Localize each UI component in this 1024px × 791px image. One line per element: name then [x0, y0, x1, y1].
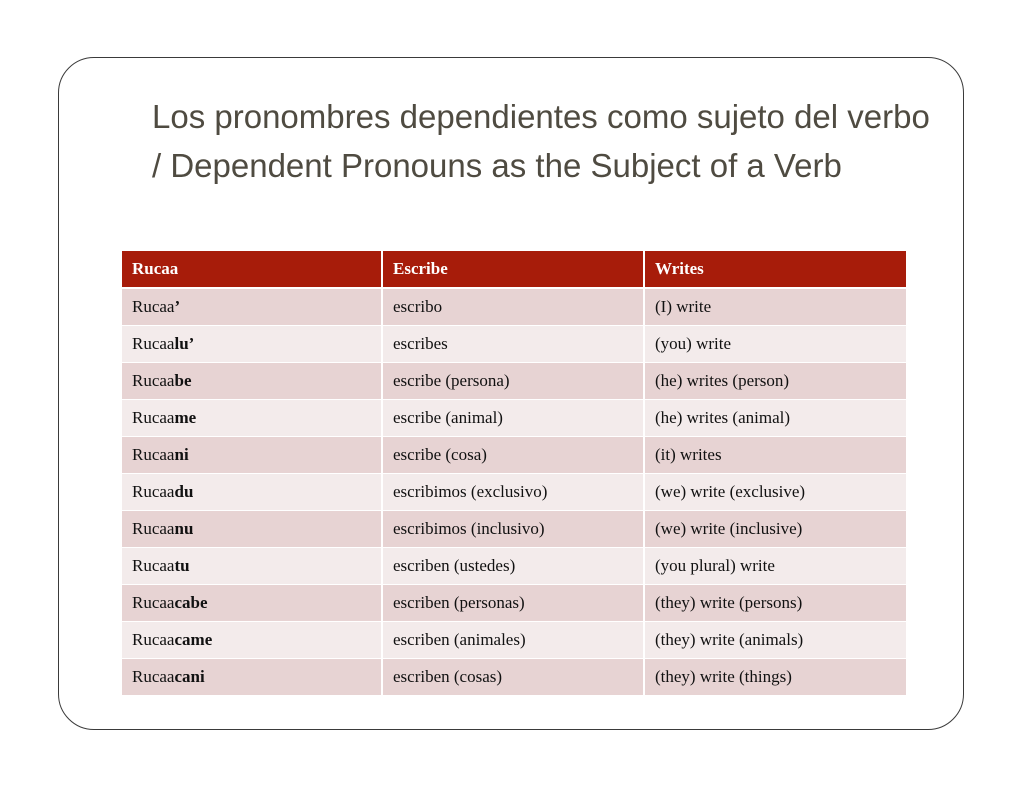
zapotec-form-cell: [122, 289, 383, 326]
verb-stem: Rucaa: [132, 630, 175, 649]
zapotec-form-cell: [122, 474, 383, 511]
english-cell: (he) writes (animal): [645, 400, 906, 437]
spanish-cell: escribe (persona): [383, 363, 645, 400]
verb-stem: Rucaa: [132, 297, 175, 316]
english-cell: (they) write (persons): [645, 585, 906, 622]
english-cell: (you) write: [645, 326, 906, 363]
pronoun-suffix: ’: [174, 297, 181, 316]
english-cell: (it) writes: [645, 437, 906, 474]
english-cell: (they) write (animals): [645, 622, 906, 659]
pronoun-suffix: ni: [174, 445, 189, 464]
table-header-row: [122, 251, 906, 289]
verb-stem: Rucaa: [132, 519, 175, 538]
verb-stem: Rucaa: [132, 482, 175, 501]
verb-stem: Rucaa: [132, 408, 175, 427]
pronoun-table: [122, 251, 906, 696]
pronoun-suffix: tu: [174, 556, 190, 575]
pronoun-suffix: du: [174, 482, 194, 501]
zapotec-form-cell: [122, 363, 383, 400]
verb-stem: Rucaa: [132, 334, 175, 353]
pronoun-suffix: came: [174, 630, 213, 649]
spanish-cell: escribimos (inclusivo): [383, 511, 645, 548]
pronoun-suffix: nu: [174, 519, 194, 538]
zapotec-form-cell: [122, 437, 383, 474]
verb-stem: Rucaa: [132, 445, 175, 464]
english-cell: (they) write (things): [645, 659, 906, 696]
zapotec-form-cell: [122, 548, 383, 585]
table-row: [122, 548, 906, 585]
table-row: [122, 622, 906, 659]
zapotec-form-cell: [122, 511, 383, 548]
pronoun-suffix: be: [174, 371, 192, 390]
table-row: [122, 363, 906, 400]
zapotec-form-cell: [122, 585, 383, 622]
table-row: [122, 326, 906, 363]
english-cell: (you plural) write: [645, 548, 906, 585]
header-rucaa: Rucaa: [122, 251, 383, 289]
table-row: [122, 659, 906, 696]
pronoun-suffix: lu’: [174, 334, 195, 353]
english-cell: (we) write (inclusive): [645, 511, 906, 548]
table-row: [122, 511, 906, 548]
spanish-cell: escribes: [383, 326, 645, 363]
verb-stem: Rucaa: [132, 593, 175, 612]
english-cell: (we) write (exclusive): [645, 474, 906, 511]
spanish-cell: escribimos (exclusivo): [383, 474, 645, 511]
slide-title: Los pronombres dependientes como sujeto del verbo / Dependent Pronouns as the Subject of a Verb: [152, 98, 930, 184]
zapotec-form-cell: [122, 326, 383, 363]
verb-stem: Rucaa: [132, 556, 175, 575]
table-row: [122, 289, 906, 326]
spanish-cell: escribe (animal): [383, 400, 645, 437]
zapotec-form-cell: [122, 659, 383, 696]
spanish-cell: escriben (cosas): [383, 659, 645, 696]
pronoun-suffix: cani: [174, 667, 205, 686]
spanish-cell: escriben (ustedes): [383, 548, 645, 585]
spanish-cell: escribo: [383, 289, 645, 326]
header-writes: Writes: [645, 251, 906, 289]
verb-stem: Rucaa: [132, 371, 175, 390]
zapotec-form-cell: [122, 400, 383, 437]
zapotec-form-cell: [122, 622, 383, 659]
pronoun-suffix: cabe: [174, 593, 208, 612]
table-row: [122, 400, 906, 437]
header-escribe: Escribe: [383, 251, 645, 289]
table-row: [122, 585, 906, 622]
table-row: [122, 437, 906, 474]
english-cell: (I) write: [645, 289, 906, 326]
verb-stem: Rucaa: [132, 667, 175, 686]
english-cell: (he) writes (person): [645, 363, 906, 400]
spanish-cell: escriben (animales): [383, 622, 645, 659]
spanish-cell: escriben (personas): [383, 585, 645, 622]
pronoun-suffix: me: [174, 408, 197, 427]
spanish-cell: escribe (cosa): [383, 437, 645, 474]
table-row: [122, 474, 906, 511]
